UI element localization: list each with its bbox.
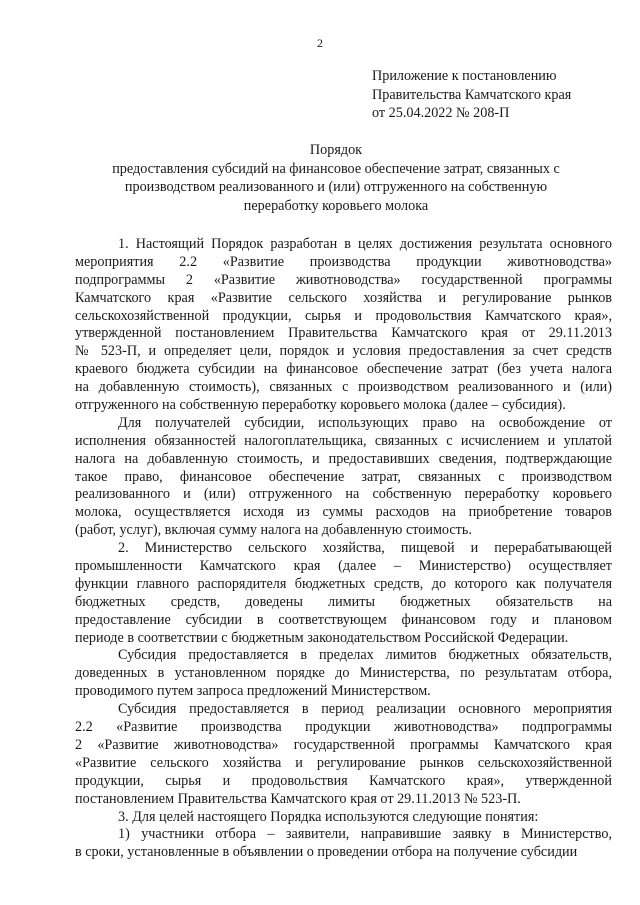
title-line: переработку коровьего молока bbox=[243, 197, 429, 214]
paragraph bbox=[75, 701, 612, 808]
paragraph-line: краевого бюджета субсидии на финансовое обеспечение затрат (без учета налога bbox=[75, 361, 612, 378]
paragraph-line: 2 «Развитие животноводства» государственной программы Камчатского края bbox=[75, 736, 612, 753]
approval-line: Приложение к постановлению bbox=[372, 68, 557, 84]
paragraph bbox=[75, 826, 612, 862]
approval-line: от 25.04.2022 № 208-П bbox=[372, 105, 510, 121]
paragraph-line: 1) участники отбора – заявители, направившие заявку в Министерство, bbox=[118, 826, 612, 843]
page-number: 2 bbox=[317, 36, 323, 50]
paragraph-line: подпрограммы 2 «Развитие животноводства» государственной программы bbox=[75, 271, 612, 288]
paragraph-line: утвержденной постановлением Правительства Камчатского края от 29.11.2013 bbox=[75, 325, 612, 342]
paragraph-line: в сроки, установленные в объявлении о проведении отбора на получение субсидии bbox=[75, 844, 578, 861]
paragraph-line: Субсидия предоставляется в пределах лимитов бюджетных обязательств, bbox=[118, 647, 612, 664]
paragraph bbox=[75, 236, 612, 415]
paragraph-line: продукции, сырья и продовольствия Камчатского края», утвержденной bbox=[75, 772, 612, 789]
paragraph-line: исполнения обязанностей налогоплательщика, связанных с исчислением и уплатой bbox=[75, 432, 612, 449]
paragraph-line: Камчатского края «Развитие сельского хозяйства и регулирование рынков bbox=[75, 289, 612, 306]
paragraph-line: 2. Министерство сельского хозяйства, пищевой и перерабатывающей bbox=[118, 540, 612, 557]
paragraph-line: «Развитие сельского хозяйства и регулирование рынков сельскохозяйственной bbox=[75, 754, 612, 771]
paragraph-line: № 523-П, и определяет цели, порядок и условия предоставления за счет средств bbox=[75, 343, 612, 360]
paragraph-line: периоде в соответствии с бюджетным законодательством Российской Федерации. bbox=[75, 629, 569, 646]
approval-block bbox=[372, 67, 571, 123]
paragraph-line: реализованного и (или) отгруженного на собственную переработку коровьего bbox=[75, 486, 612, 503]
paragraph-line: на добавленную стоимость), связанных с производством реализованного и (или) bbox=[75, 379, 612, 396]
paragraph-line: промышленности Камчатского края (далее – Министерство) осуществляет bbox=[75, 558, 612, 575]
document-title bbox=[60, 141, 612, 215]
paragraph-line: 2.2 «Развитие производства продукции животноводства» подпрограммы bbox=[75, 719, 612, 736]
title-line: производством реализованного и (или) отгруженного на собственную bbox=[124, 179, 548, 195]
paragraph-line: проводимого путем запроса предложений Министерством. bbox=[75, 683, 431, 700]
paragraph-line: молока, осуществляется исходя из суммы расходов на приобретение товаров bbox=[75, 504, 612, 521]
paragraph bbox=[75, 647, 612, 701]
paragraph-line: налога на добавленную стоимость, и предоставивших сведения, подтверждающие bbox=[75, 450, 612, 467]
document-body bbox=[75, 236, 612, 862]
paragraph-line: доведенных в установленном порядке до Министерства, по результатам отбора, bbox=[75, 665, 612, 682]
approval-line: Правительства Камчатского края bbox=[372, 86, 572, 103]
paragraph-line: Для получателей субсидии, использующих право на освобождение от bbox=[118, 414, 612, 431]
paragraph bbox=[75, 415, 612, 540]
paragraph-line: Субсидия предоставляется в период реализации основного мероприятия bbox=[118, 701, 612, 718]
paragraph-line: 1. Настоящий Порядок разработан в целях достижения результата основного bbox=[118, 236, 612, 252]
paragraph-line: такое право, финансовое обеспечение затрат, связанных с производством bbox=[75, 468, 612, 485]
paragraph-line: постановлением Правительства Камчатского края от 29.11.2013 № 523-П. bbox=[75, 790, 521, 807]
paragraph bbox=[75, 809, 612, 827]
paragraph-line: бюджетных средств, доведены лимиты бюджетных обязательств на bbox=[75, 593, 612, 610]
paragraph-line: предоставление субсидии в соответствующем финансовом году и плановом bbox=[75, 611, 612, 628]
paragraph-line: мероприятия 2.2 «Развитие производства продукции животноводства» bbox=[75, 253, 612, 270]
paragraph-line: отгруженного на собственную переработку коровьего молока (далее – субсидия). bbox=[75, 397, 566, 414]
title-line: предоставления субсидий на финансовое обеспечение затрат, связанных с bbox=[112, 160, 560, 177]
paragraph-line: 3. Для целей настоящего Порядка используются следующие понятия: bbox=[118, 808, 539, 825]
paragraph-line: функции главного распорядителя бюджетных средств, до которого как получателя bbox=[75, 575, 612, 592]
paragraph-line: (работ, услуг), включая сумму налога на добавленную стоимость. bbox=[75, 522, 472, 539]
title-line: Порядок bbox=[309, 142, 363, 158]
paragraph bbox=[75, 540, 612, 647]
paragraph-line: сельскохозяйственной продукции, сырья и продовольствия Камчатского края», bbox=[75, 307, 612, 324]
